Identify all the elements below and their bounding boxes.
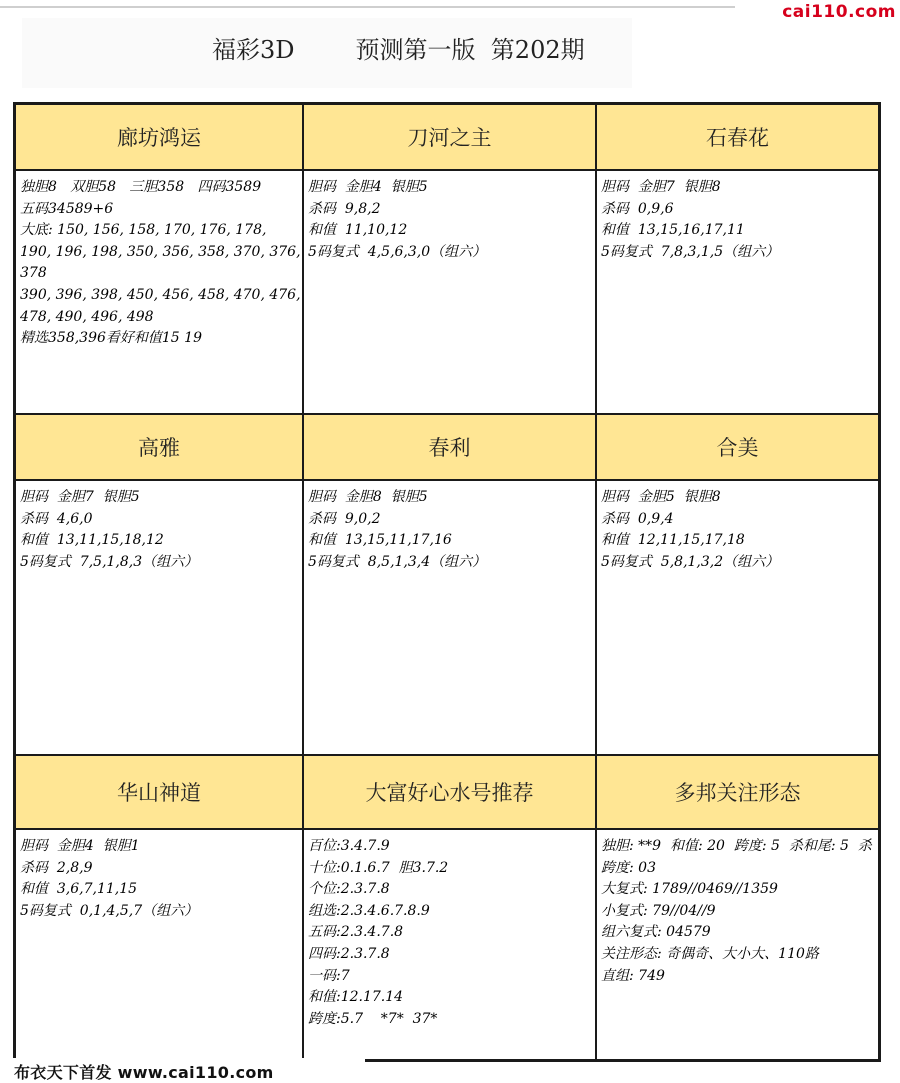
cell-line: 大复式: 1789//0469//1359 (601, 881, 778, 898)
cell-line: 个位:2.3.7.8 (308, 881, 390, 898)
cell-line: 5码复式 8,5,1,3,4（组六） (308, 553, 487, 570)
cell-line: 和值 3,6,7,11,15 (20, 881, 138, 898)
cell-title: 高雅 (16, 415, 302, 481)
prediction-grid (13, 102, 881, 1062)
cell-line: 和值 13,15,11,17,16 (308, 532, 452, 549)
cell-hemei (597, 415, 878, 756)
cell-line: 杀码 0,9,6 (601, 200, 674, 217)
cell-line: 独胆: **9 和值: 20 跨度: 5 杀和尾: 5 杀跨度: 03 (601, 838, 872, 876)
cell-line: 和值:12.17.14 (308, 989, 404, 1006)
cell-line: 5码复式 7,8,3,1,5（组六） (601, 243, 780, 260)
cell-line: 5码复式 7,5,1,8,3（组六） (20, 553, 199, 570)
cell-dafu (304, 756, 597, 1059)
cell-line: 组选:2.3.4.6.7.8.9 (308, 902, 430, 919)
cell-line: 和值 12,11,15,17,18 (601, 532, 745, 549)
cell-content (16, 171, 305, 350)
cell-line: 五码:2.3.4.7.8 (308, 924, 404, 941)
cell-chunli (304, 415, 597, 756)
cell-title: 廊坊鸿运 (16, 105, 302, 171)
cell-line: 一码:7 (308, 967, 350, 984)
cell-line: 直组: 749 (601, 967, 665, 984)
cell-line: 和值 13,11,15,18,12 (20, 532, 164, 549)
cell-content (16, 830, 302, 922)
cell-content (597, 830, 878, 987)
cell-line: 百位:3.4.7.9 (308, 838, 390, 854)
cell-line: 跨度:5.7 *7* 37* (308, 1010, 438, 1027)
cell-content (304, 830, 595, 1030)
cell-title: 大富好心水号推荐 (304, 756, 595, 830)
cell-huashan (16, 756, 304, 1059)
cell-title: 合美 (597, 415, 878, 481)
cell-line: 胆码 金胆4 银胆5 (308, 179, 428, 195)
cell-title: 多邦关注形态 (597, 756, 878, 830)
cell-line: 独胆8 双胆58 三胆358 四码3589 (20, 179, 262, 195)
cell-line: 5码复式 0,1,4,5,7（组六） (20, 902, 199, 919)
page-title: 福彩3D 预测第一版 第202期 (212, 36, 585, 64)
cell-line: 杀码 2,8,9 (20, 859, 93, 876)
cell-content (304, 481, 595, 573)
cell-line: 杀码 9,0,2 (308, 510, 381, 527)
cell-line: 和值 11,10,12 (308, 222, 408, 239)
cell-gaoya (16, 415, 304, 756)
cell-line: 杀码 0,9,4 (601, 510, 674, 527)
cell-line: 杀码 9,8,2 (308, 200, 381, 217)
cell-title: 刀河之主 (304, 105, 595, 171)
cell-title: 石春花 (597, 105, 878, 171)
cell-line: 胆码 金胆7 银胆8 (601, 179, 721, 195)
cell-line: 胆码 金胆5 银胆8 (601, 489, 721, 505)
cell-line: 5码复式 5,8,1,3,2（组六） (601, 553, 780, 570)
cell-line: 小复式: 79//04//9 (601, 902, 716, 919)
cell-line: 5码复式 4,5,6,3,0（组六） (308, 243, 487, 260)
cell-content (597, 171, 878, 263)
cell-line: 胆码 金胆4 银胆1 (20, 838, 140, 854)
cell-line: 390, 396, 398, 450, 456, 458, 470, 476, 478, 490, 496, 498 (20, 286, 305, 325)
footer-watermark[interactable]: 布衣天下首发 www.cai110.com (14, 1063, 274, 1082)
cell-shichunhua (597, 105, 878, 415)
cell-line: 关注形态: 奇偶奇、大小大、110路 (601, 945, 819, 962)
cell-line: 杀码 4,6,0 (20, 510, 93, 527)
site-logo[interactable]: cai110.com (782, 2, 896, 22)
cell-line: 胆码 金胆8 银胆5 (308, 489, 428, 505)
cell-title: 华山神道 (16, 756, 302, 830)
cell-content (304, 171, 595, 263)
cell-langfang (16, 105, 304, 415)
cell-line: 大底: 150, 156, 158, 170, 176, 178, 190, 196, 198, 350, 356, 358, 370, 376, 378 (20, 222, 305, 282)
cell-line: 五码34589+6 (20, 200, 114, 217)
cell-line: 胆码 金胆7 银胆5 (20, 489, 140, 505)
cell-title: 春利 (304, 415, 595, 481)
cell-line: 组六复式: 04579 (601, 924, 711, 941)
cell-line: 精选358,396看好和值15 19 (20, 330, 202, 347)
cell-daohe (304, 105, 597, 415)
top-divider (0, 6, 735, 8)
cell-line: 四码:2.3.7.8 (308, 945, 390, 962)
cell-content (597, 481, 878, 573)
cell-content (16, 481, 302, 573)
cell-line: 十位:0.1.6.7 胆3.7.2 (308, 859, 449, 876)
cell-duobang (597, 756, 878, 1059)
cell-line: 和值 13,15,16,17,11 (601, 222, 745, 239)
